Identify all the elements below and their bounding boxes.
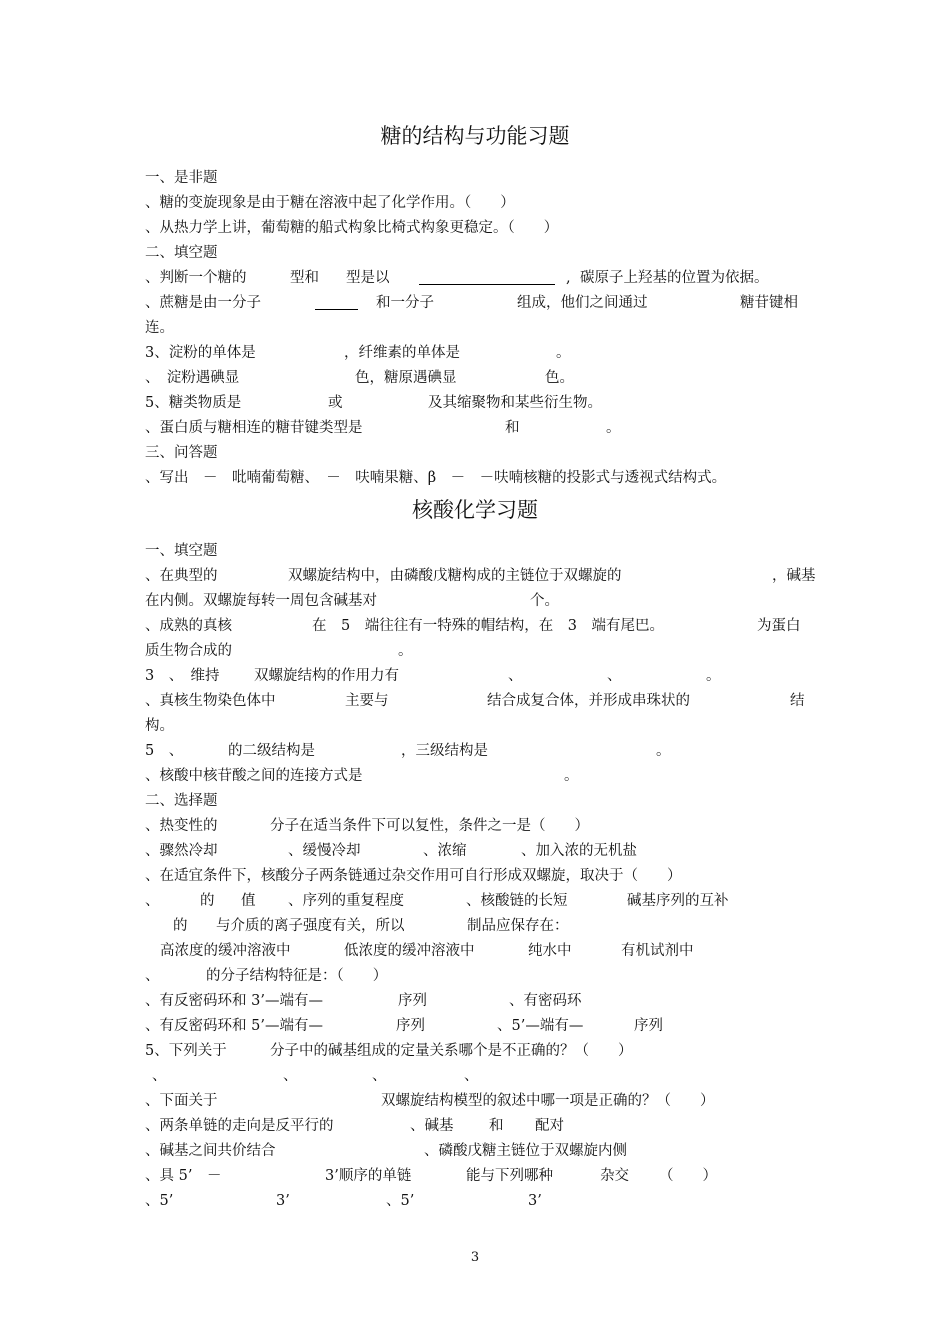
text-segment: 、碱基: [410, 1118, 454, 1134]
text-segment: 、 淀粉遇碘显: [145, 370, 240, 386]
text-segment: 及其缩聚物和某些衍生物。: [428, 395, 602, 411]
text-segment: 、磷酸戊糖主链位于双螺旋内侧: [424, 1143, 627, 1159]
text-segment: ，碱基: [772, 568, 816, 584]
text-segment: 配对: [535, 1118, 564, 1134]
text-segment: 、写出 － 吡喃葡萄糖、 － 呋喃果糖、β － －呋喃核糖的投影式与透视式结构式。: [145, 470, 727, 486]
text-segment: 、蛋白质与糖相连的糖苷键类型是: [145, 420, 363, 436]
text-segment: 、有反密码环和 3’—端有—: [145, 993, 323, 1009]
text-segment: 质生物合成的: [145, 643, 232, 659]
text-segment: 在内侧。双螺旋每转一周包含碱基对: [145, 593, 377, 609]
text-segment: 能与下列哪种: [466, 1168, 553, 1184]
text-segment: 结: [790, 693, 805, 709]
text-segment: 三、问答题: [145, 445, 218, 461]
text-segment: 制品应保存在：: [467, 918, 569, 934]
text-segment: 、浓缩: [423, 843, 467, 859]
text-line: [0, 466, 950, 490]
text-segment: 、5’: [386, 1193, 415, 1209]
text-line: [0, 639, 950, 663]
text-line: [0, 614, 950, 638]
text-segment: 个。: [530, 593, 559, 609]
text-segment: 。: [606, 420, 621, 436]
text-line: [0, 366, 950, 390]
answer-blank-underline: [419, 284, 555, 285]
text-line: [0, 166, 950, 190]
text-line: [0, 814, 950, 838]
text-segment: 的: [173, 918, 188, 934]
text-segment: 分子中的碱基组成的定量关系哪个是不正确的？（ ）: [270, 1043, 633, 1059]
text-line: [0, 241, 950, 265]
text-segment: 5 、: [145, 743, 184, 759]
text-segment: 、在适宜条件下，核酸分子两条链通过杂交作用可自行形成双螺旋，取决于（ ）: [145, 868, 682, 884]
text-segment: 5、糖类物质是: [145, 395, 242, 411]
text-line: [0, 864, 950, 888]
text-segment: 的二级结构是: [228, 743, 315, 759]
text-segment: 在 5 端往往有一特殊的帽结构，在 3 端有尾巴。: [312, 618, 664, 634]
text-segment: ，三级结构是: [401, 743, 488, 759]
text-segment: 、从热力学上讲，葡萄糖的船式构象比椅式构象更稳定。（ ）: [145, 220, 559, 236]
text-segment: 5、下列关于: [145, 1043, 227, 1059]
text-segment: 碳原子上羟基的位置为依据。: [580, 270, 769, 286]
text-line: [0, 441, 950, 465]
text-line: [0, 1189, 950, 1213]
text-segment: 、下面关于: [145, 1093, 218, 1109]
text-line: [0, 689, 950, 713]
text-line: [0, 291, 950, 315]
text-segment: 3 、 维持: [145, 668, 220, 684]
text-segment: 主要与: [345, 693, 389, 709]
text-segment: 、有反密码环和 5’—端有—: [145, 1018, 323, 1034]
text-line: [0, 316, 950, 340]
text-segment: 3’: [528, 1193, 542, 1209]
text-segment: 和: [489, 1118, 504, 1134]
text-segment: 序列: [398, 993, 427, 1009]
text-segment: 、: [145, 893, 160, 909]
text-line: [0, 1139, 950, 1163]
text-line: [0, 1089, 950, 1113]
text-segment: 和: [505, 420, 520, 436]
text-segment: 、具 5’ －: [145, 1168, 222, 1184]
text-segment: 、: [372, 1068, 387, 1084]
text-segment: 双螺旋结构中，由磷酸戊糖构成的主链位于双螺旋的: [288, 568, 622, 584]
text-segment: 、热变性的: [145, 818, 218, 834]
text-line: [0, 664, 950, 688]
text-segment: 型和: [290, 270, 319, 286]
text-line: [0, 789, 950, 813]
text-segment: 、: [464, 1068, 479, 1084]
text-segment: 双螺旋结构模型的叙述中哪一项是正确的？（ ）: [381, 1093, 715, 1109]
text-segment: 低浓度的缓冲溶液中: [344, 943, 475, 959]
text-segment: 的: [200, 893, 215, 909]
text-segment: 序列: [634, 1018, 663, 1034]
text-line: [0, 764, 950, 788]
text-line: [0, 564, 950, 588]
text-segment: 高浓度的缓冲溶液中: [160, 943, 291, 959]
text-line: [0, 914, 950, 938]
text-segment: 3’: [276, 1193, 290, 1209]
text-segment: 和一分子: [376, 295, 434, 311]
text-segment: 值: [241, 893, 256, 909]
text-segment: 碱基序列的互补: [627, 893, 729, 909]
text-segment: 。: [556, 345, 571, 361]
answer-blank-underline: [315, 309, 358, 310]
text-line: [0, 1039, 950, 1063]
text-line: [0, 964, 950, 988]
text-segment: 双螺旋结构的作用力有: [254, 668, 399, 684]
text-segment: 为蛋白: [757, 618, 801, 634]
text-segment: 、: [145, 968, 160, 984]
text-segment: 、: [508, 668, 523, 684]
text-segment: 、加入浓的无机盐: [521, 843, 637, 859]
text-segment: 3、淀粉的单体是: [145, 345, 256, 361]
text-line: [0, 889, 950, 913]
text-segment: 、成熟的真核: [145, 618, 232, 634]
text-line: [0, 989, 950, 1013]
text-segment: 。: [706, 668, 721, 684]
text-segment: 色。: [545, 370, 574, 386]
text-segment: 、: [607, 668, 622, 684]
text-segment: 分子在适当条件下可以复性，条件之一是（ ）: [270, 818, 589, 834]
text-line: [0, 216, 950, 240]
text-segment: 3’顺序的单链: [325, 1168, 412, 1184]
text-segment: 、5’—端有—: [497, 1018, 584, 1034]
text-segment: 、核酸中核苷酸之间的连接方式是: [145, 768, 363, 784]
text-segment: 、糖的变旋现象是由于糖在溶液中起了化学作用。（ ）: [145, 195, 515, 211]
page-number: 3: [470, 1250, 480, 1265]
text-line: [0, 539, 950, 563]
text-segment: 、序列的重复程度: [288, 893, 404, 909]
text-segment: 、核酸链的长短: [466, 893, 568, 909]
text-segment: 、: [152, 1068, 167, 1084]
text-line: [0, 341, 950, 365]
text-line: [0, 1064, 950, 1088]
text-line: [0, 1164, 950, 1188]
text-segment: 、在典型的: [145, 568, 218, 584]
text-segment: （ ）: [659, 1168, 717, 1184]
text-segment: 。: [564, 768, 579, 784]
text-segment: ，纤维素的单体是: [344, 345, 460, 361]
text-segment: 、两条单链的走向是反平行的: [145, 1118, 334, 1134]
text-segment: 组成，他们之间通过: [517, 295, 648, 311]
text-line: [0, 416, 950, 440]
text-segment: 纯水中: [528, 943, 572, 959]
text-segment: 一、是非题: [145, 170, 218, 186]
text-line: [0, 589, 950, 613]
text-segment: 、: [283, 1068, 298, 1084]
text-segment: 有机试剂中: [621, 943, 694, 959]
text-line: [0, 191, 950, 215]
title-sugar-exercises: 糖的结构与功能习题: [380, 124, 570, 148]
text-segment: 、蔗糖是由一分子: [145, 295, 261, 311]
text-segment: 。: [656, 743, 671, 759]
text-segment: 色，糖原遇碘显: [355, 370, 457, 386]
title-nucleic-acid-exercises: 核酸化学习题: [412, 498, 538, 522]
text-segment: 型是以: [346, 270, 390, 286]
text-segment: 二、选择题: [145, 793, 218, 809]
text-segment: ,: [566, 270, 571, 286]
text-segment: 序列: [396, 1018, 425, 1034]
text-segment: 连。: [145, 320, 174, 336]
text-segment: 一、填空题: [145, 543, 218, 559]
text-line: [0, 839, 950, 863]
text-segment: 、碱基之间共价结合: [145, 1143, 276, 1159]
text-line: [0, 939, 950, 963]
text-segment: 糖苷键相: [740, 295, 798, 311]
text-segment: 杂交: [600, 1168, 629, 1184]
text-segment: 、缓慢冷却: [288, 843, 361, 859]
text-line: [0, 266, 950, 290]
text-line: [0, 1114, 950, 1138]
text-line: [0, 739, 950, 763]
text-segment: 。: [398, 643, 413, 659]
text-line: [0, 391, 950, 415]
text-segment: 二、填空题: [145, 245, 218, 261]
text-segment: 结合成复合体，并形成串珠状的: [487, 693, 690, 709]
text-line: [0, 1014, 950, 1038]
text-segment: 或: [328, 395, 343, 411]
text-segment: 构。: [145, 718, 174, 734]
text-segment: 与介质的离子强度有关，所以: [216, 918, 405, 934]
text-line: [0, 714, 950, 738]
text-segment: 、5’: [145, 1193, 174, 1209]
text-segment: 、判断一个糖的: [145, 270, 247, 286]
text-segment: 、真核生物染色体中: [145, 693, 276, 709]
text-segment: 、有密码环: [509, 993, 582, 1009]
text-segment: 、骤然冷却: [145, 843, 218, 859]
text-segment: 的分子结构特征是：（ ）: [206, 968, 388, 984]
